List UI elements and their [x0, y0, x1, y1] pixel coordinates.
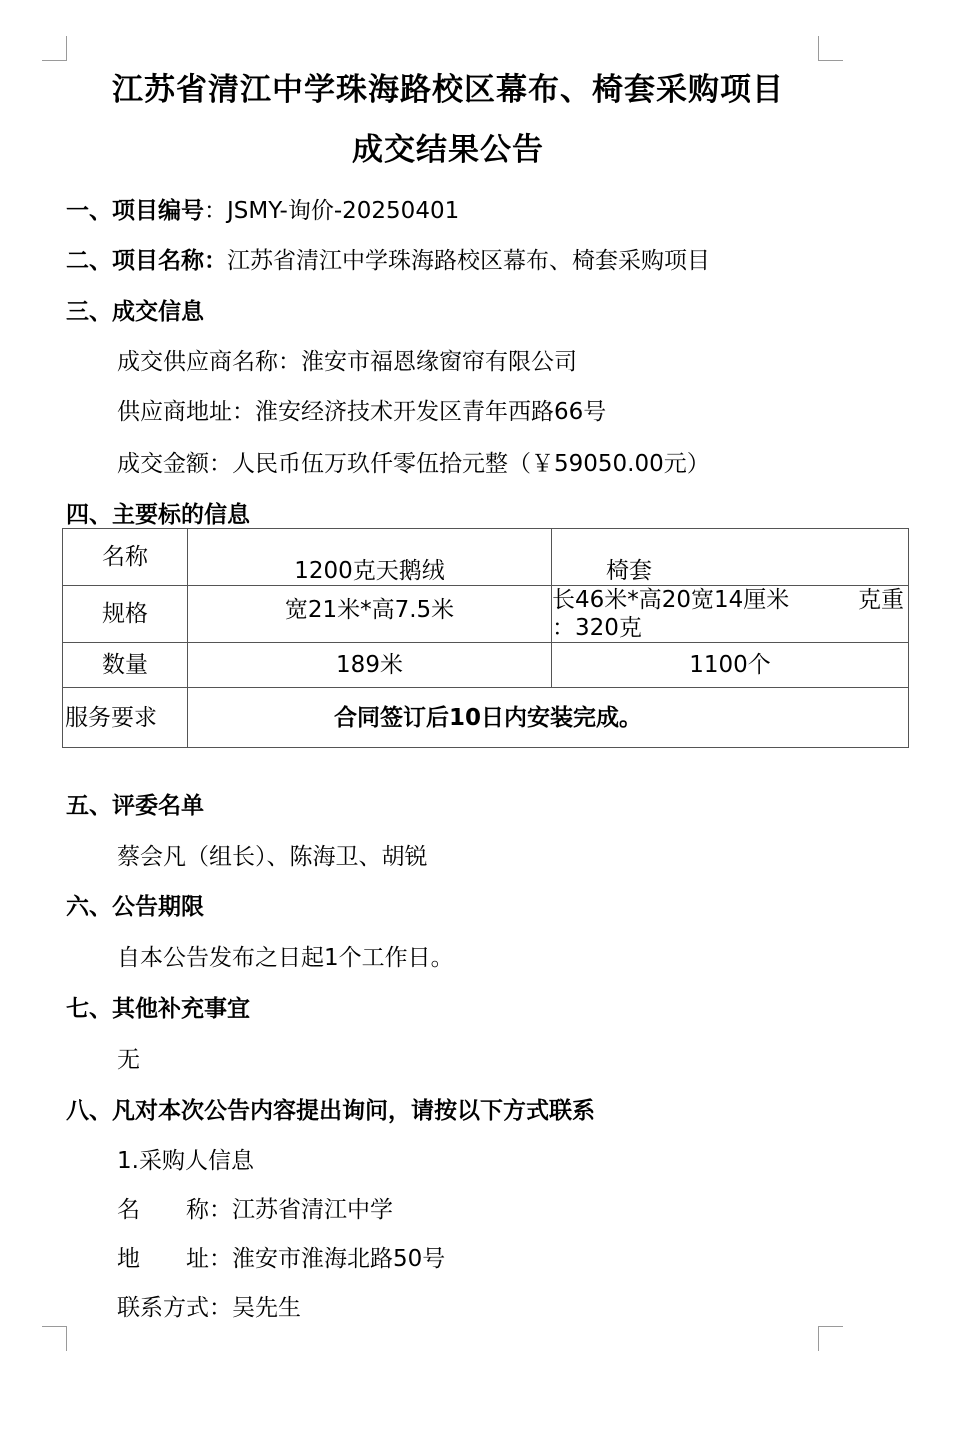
- purchaser-name-label: 名 称: [117, 1197, 209, 1223]
- table-row-spec: [63, 586, 909, 643]
- purchaser-contact: 联系方式：吴先生: [117, 1295, 301, 1321]
- table-row-service: [63, 688, 909, 748]
- spec-col2-size: 长46米*高20宽14厘米: [552, 587, 790, 613]
- contact-heading: 八、凡对本次公告内容提出询问，请按以下方式联系: [66, 1098, 595, 1124]
- cell-name-col1: 1200克天鹅绒: [188, 529, 552, 586]
- purchaser-address-value: ：淮安市淮海北路50号: [209, 1246, 446, 1272]
- other-matters-heading: 七、其他补充事宜: [66, 996, 250, 1022]
- spec-col2-weight-value: ：320克: [552, 615, 642, 641]
- project-name-sep: ：: [204, 248, 227, 274]
- purchaser-address-line: [117, 1244, 445, 1274]
- crop-mark-top-left: [42, 36, 67, 61]
- deal-info-heading: 三、成交信息: [66, 299, 204, 325]
- main-item-heading: 四、主要标的信息: [66, 502, 250, 528]
- table-row-name: [63, 529, 909, 586]
- cell-service-value: 合同签订后10日内安装完成。: [188, 688, 909, 748]
- purchaser-name-line: [117, 1195, 393, 1225]
- project-name-line: [66, 246, 710, 276]
- deal-amount: 成交金额：人民币伍万玖仟零伍拾元整（￥59050.00元）: [117, 451, 710, 477]
- other-matters-body: 无: [117, 1047, 140, 1073]
- committee-heading: 五、评委名单: [66, 793, 204, 819]
- cell-name-col2: 椅套: [552, 529, 909, 586]
- table-row-qty: [63, 643, 909, 688]
- purchaser-address-label: 地 址: [117, 1246, 209, 1272]
- cell-service-label: 服务要求: [63, 688, 188, 748]
- purchaser-info-title: 1.采购人信息: [117, 1148, 254, 1174]
- notice-period-body: 自本公告发布之日起1个工作日。: [117, 945, 454, 971]
- document-title: 江苏省清江中学珠海路校区幕布、椅套采购项目: [112, 72, 784, 108]
- project-name-value: 江苏省清江中学珠海路校区幕布、椅套采购项目: [227, 248, 710, 274]
- supplier-name: 成交供应商名称：淮安市福恩缘窗帘有限公司: [117, 349, 577, 375]
- cell-spec-col2: [552, 586, 909, 643]
- crop-mark-bottom-right: [818, 1326, 843, 1351]
- document-subtitle: 成交结果公告: [352, 132, 544, 168]
- crop-mark-bottom-left: [42, 1326, 67, 1351]
- cell-spec-label: 规格: [63, 586, 188, 643]
- cell-name-label: 名称: [63, 529, 188, 586]
- project-number-sep: ：: [204, 198, 227, 224]
- cell-spec-col1: 宽21米*高7.5米: [188, 586, 552, 643]
- cell-qty-label: 数量: [63, 643, 188, 688]
- purchaser-name-value: ：江苏省清江中学: [209, 1197, 393, 1223]
- main-item-table: [62, 528, 909, 748]
- cell-qty-col2: 1100个: [552, 643, 909, 688]
- spec-col2-weight-label: 克重: [858, 587, 904, 613]
- project-number-line: [66, 196, 459, 226]
- spec-col2-line1: [552, 586, 908, 614]
- supplier-address: 供应商地址：淮安经济技术开发区青年西路66号: [117, 399, 607, 425]
- notice-period-heading: 六、公告期限: [66, 894, 204, 920]
- project-number-value: JSMY-询价-20250401: [227, 198, 460, 224]
- project-number-heading: 一、项目编号: [66, 198, 204, 224]
- crop-mark-top-right: [818, 36, 843, 61]
- cell-qty-col1: 189米: [188, 643, 552, 688]
- project-name-heading: 二、项目名称: [66, 248, 204, 274]
- committee-list: 蔡会凡（组长）、陈海卫、胡锐: [117, 844, 428, 870]
